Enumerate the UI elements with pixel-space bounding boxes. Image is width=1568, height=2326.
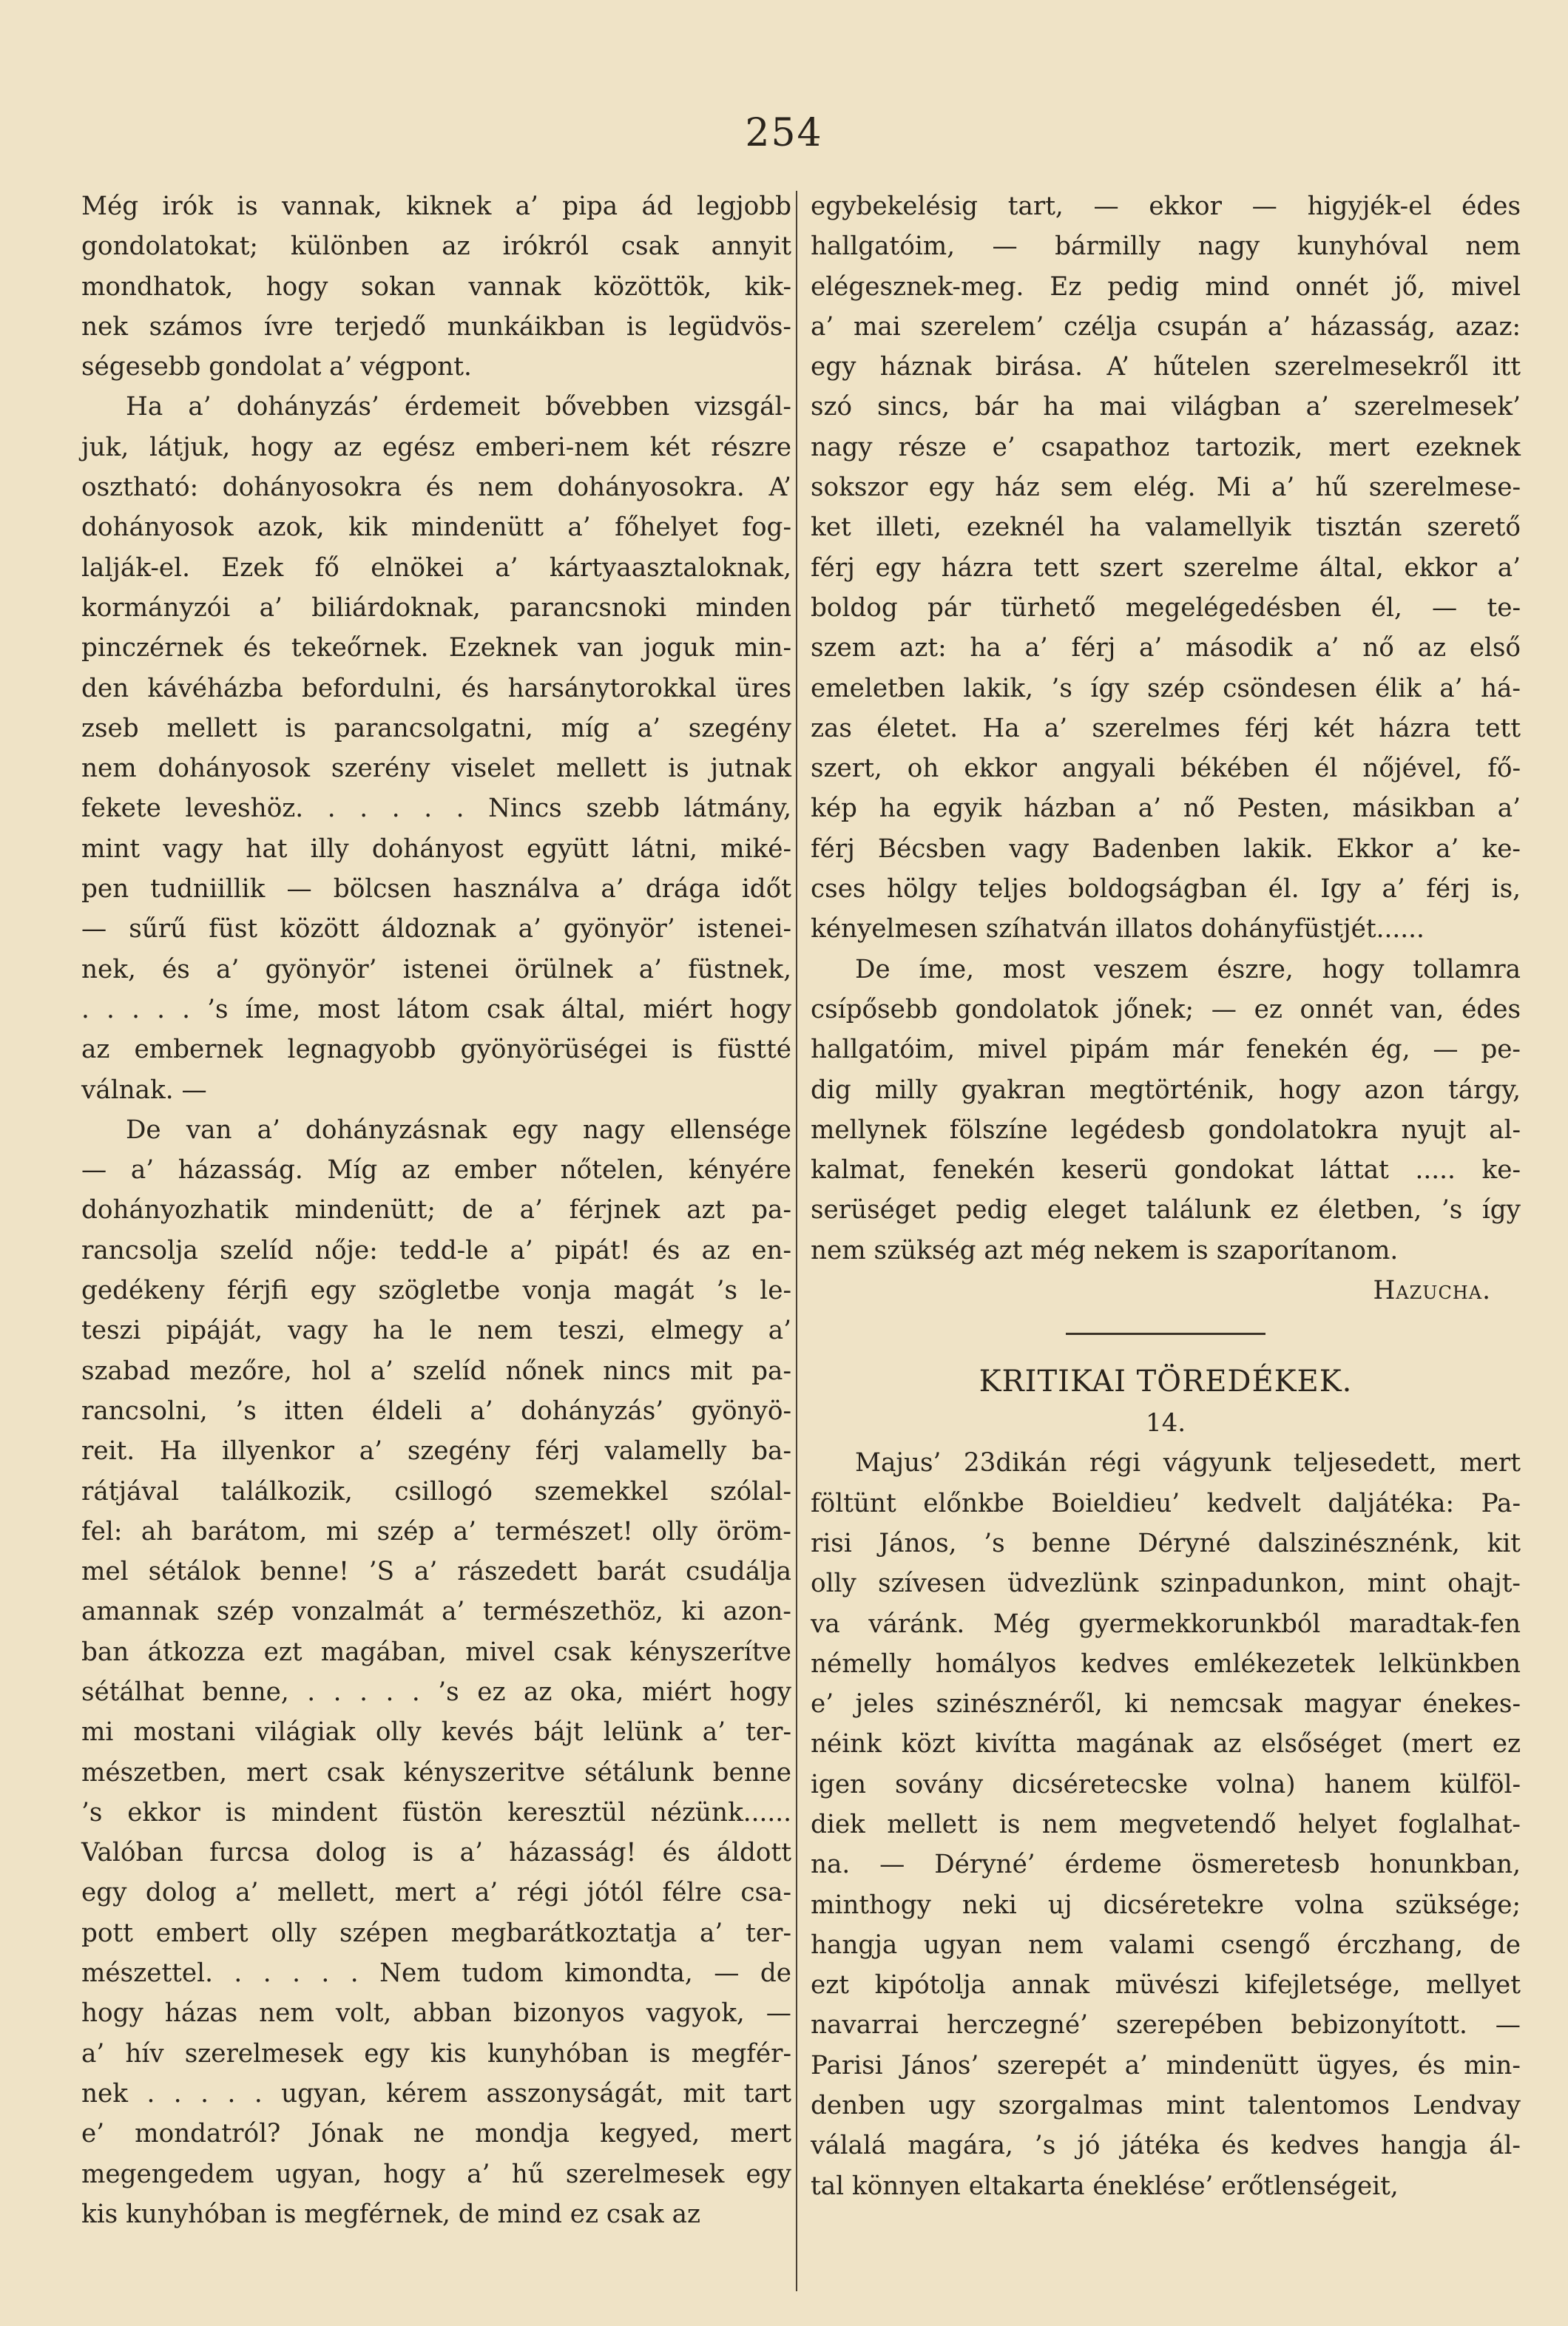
text-line: cses hölgy teljes boldogságban él. Igy a’ férj is, [811,874,1521,905]
text-line: navarrai herczegné’ szerepében bebizonyított. — [811,2010,1521,2041]
text-line: mint vagy hat illy dohányost együtt látni, miké- [81,834,791,864]
text-line: zas életet. Ha a’ szerelmes férj két házra tett [811,713,1521,743]
text-line: dig milly gyakran megtörténik, hogy azon tárgy, [811,1075,1521,1105]
text-line: szem azt: ha a’ férj a’ második a’ nő az első [811,633,1521,663]
text-line: tal könnyen eltakarta éneklése’ erőtlenségeit, [811,2171,1399,2201]
text-line: reit. Ha illyenkor a’ szegény férj valamelly ba- [81,1436,791,1467]
page-number: 254 [745,111,823,155]
text-line: emeletben lakik, ’s így szép csöndesen élik a’ há- [811,673,1521,703]
text-line: e’ jeles szinésznéről, ki nemcsak magyar énekes- [811,1689,1521,1720]
right-column [811,186,1521,2206]
text-line: szabad mezőre, hol a’ szelíd nőnek nincs mit pa- [81,1356,791,1386]
text-line: sétálhat benne, . . . . . ’s ez az oka, miért hogy [81,1677,791,1707]
text-line: férj Bécsben vagy Badenben lakik. Ekkor a’ ke- [811,834,1521,864]
text-line: ségesebb gondolat a’ végpont. [81,352,472,382]
text-line: risi János, ’s benne Déryné dalszinésznénk, kit [811,1528,1521,1558]
text-line: mondhatok, hogy sokan vannak közöttök, kik- [81,271,791,302]
text-line: mészetben, mert csak kényszeritve sétálunk benne [81,1757,791,1788]
text-line: egybekelésig tart, — ekkor — higyjék-el édes [811,192,1521,221]
text-line: pott embert olly szépen megbarátkoztatja a’ ter- [81,1918,791,1948]
text-line: föltünt előnkbe Boieldieu’ kedvelt daljátéka: Pa- [811,1488,1521,1518]
text-line: igen sovány dicséretecske volna) hanem külföl- [811,1769,1521,1799]
text-line: pen tudniillik — bölcsen használva a’ drága időt [81,874,791,905]
text-line: Ha a’ dohányzás’ érdemeit bővebben vizsgál- [126,392,791,422]
text-line: serüséget pedig eleget találunk ez életben, ’s így [811,1195,1521,1225]
text-line: amannak szép vonzalmát a’ természethöz, ki azon- [81,1597,791,1627]
text-line: néink közt kivítta magának az elsőséget (mert ez [811,1729,1521,1759]
text-line: nek számos ívre terjedő munkáikban is legüdvös- [81,311,791,342]
text-line: De van a’ dohányzásnak egy nagy ellensége [126,1115,791,1145]
text-line: mészettel. . . . . . Nem tudom kimondta, — de [81,1958,791,1989]
text-line: e’ mondatról? Jónak ne mondja kegyed, mert [81,2119,791,2149]
text-line: va váránk. Még gyermekkorunkból maradtak-fen [811,1609,1521,1639]
text-line: mellynek fölszíne legédesb gondolatokra nyujt al- [811,1115,1521,1145]
left-column [81,186,791,2234]
text-line: boldog pár türhető megelégedésben él, — te- [811,592,1521,623]
text-line: szert, oh ekkor angyali békében él nőjével, fő- [811,754,1521,784]
text-line: szó sincs, bár ha mai világban a’ szerelmesek’ [811,392,1521,422]
text-line: na. — Déryné’ érdeme ösmeretesb honunkban, [811,1850,1521,1880]
text-line: nagy része e’ csapathoz tartozik, mert ezeknek [811,432,1521,462]
text-line: Majus’ 23dikán régi vágyunk teljesedett, mert [855,1448,1521,1478]
text-line: válnak. — [81,1075,207,1105]
text-line: minthogy neki uj dicséretekre volna szüksége; [811,1890,1521,1920]
right-column-text-a [811,186,1521,1271]
text-line: mi mostani világiak olly kevés bájt lelünk a’ ter- [81,1717,791,1748]
text-line: diek mellett is nem megvetendő helyet foglalhat- [811,1809,1521,1839]
text-line: osztható: dohányosokra és nem dohányosokra. A’ [81,473,791,503]
text-line: kalmat, fenekén keserü gondokat láttat ..... ke- [811,1155,1521,1186]
section-rule [1066,1333,1265,1335]
section-number: 14. [1145,1408,1186,1438]
text-line: hangja ugyan nem valami csengő érczhang, de [811,1930,1521,1960]
column-divider [796,191,797,2291]
text-line: Még irók is vannak, kiknek a’ pipa ád legjobb [81,192,791,221]
text-line: pinczérnek és tekeőrnek. Ezeknek van joguk min- [81,633,791,663]
text-line: kép ha egyik házban a’ nő Pesten, másikban a’ [811,794,1521,824]
text-line: — a’ házasság. Míg az ember nőtelen, kényére [81,1155,791,1186]
text-line: ’s ekkor is mindent füstön keresztül nézünk...... [81,1797,791,1828]
text-line: rancsolja szelíd nője: tedd-le a’ pipát! és az en- [81,1235,791,1265]
text-line: válalá magára, ’s jó játéka és kedves hangja ál- [811,2131,1521,2161]
text-line: hallgatóim, mivel pipám már fenekén ég, — pe- [811,1035,1521,1065]
text-line: denben ugy szorgalmas mint talentomos Lendvay [811,2091,1521,2121]
text-line: nem dohányosok szerény viselet mellett is jutnak [81,754,791,784]
text-line: megengedem ugyan, hogy a’ hű szerelmesek egy [81,2159,791,2189]
text-line: fel: ah barátom, mi szép a’ természet! olly öröm- [81,1516,791,1546]
text-line: zseb mellett is parancsolgatni, míg a’ szegény [81,713,791,743]
text-line: den kávéházba befordulni, és harsánytorokkal üres [81,673,791,703]
text-line: rátjával találkozik, csillogó szemekkel szólal- [81,1476,791,1507]
right-column-text-b [811,1443,1521,2206]
signature: Hazucha. [1373,1276,1491,1306]
text-line: . . . . . ’s íme, most látom csak által, miért hogy [81,994,791,1024]
text-line: hallgatóim, — bármilly nagy kunyhóval nem [811,231,1521,262]
text-line: gondolatokat; különben az irókról csak annyit [81,231,791,262]
text-line: teszi pipáját, vagy ha le nem teszi, elmegy a’ [81,1316,791,1346]
text-line: dohányosok azok, kik mindenütt a’ főhelyet fog- [81,513,791,543]
text-line: De íme, most veszem észre, hogy tollamra [855,954,1521,984]
text-line: olly szívesen üdvezlünk szinpadunkon, mint ohajt- [811,1569,1521,1599]
text-line: ket illeti, ezeknél ha valamellyik tisztán szerető [811,513,1521,543]
text-line: egy háznak birása. A’ hűtelen szerelmesekről itt [811,352,1521,382]
text-line: hogy házas nem volt, abban bizonyos vagyok, — [81,1998,791,2029]
text-line: — sűrű füst között áldoznak a’ gyönyör’ istenei- [81,914,791,944]
text-line: sokszor egy ház sem elég. Mi a’ hű szerelmese- [811,473,1521,503]
text-line: fekete leveshöz. . . . . . Nincs szebb látmány, [81,794,791,824]
text-line: ban átkozza ezt magában, mivel csak kényszerítve [81,1637,791,1667]
text-line: a’ hív szerelmesek egy kis kunyhóban is megfér- [81,2038,791,2069]
text-line: férj egy házra tett szert szerelme által, ekkor a’ [811,552,1521,583]
text-line: dohányozhatik mindenütt; de a’ férjnek azt pa- [81,1195,791,1225]
text-line: juk, látjuk, hogy az egész emberi-nem két részre [81,432,791,462]
text-line: lalják-el. Ezek fő elnökei a’ kártyaasztaloknak, [81,552,791,583]
text-line: elégesznek-meg. Ez pedig mind onnét jő, mivel [811,271,1521,302]
text-line: nek, és a’ gyönyör’ istenei örülnek a’ füstnek, [81,954,791,984]
text-line: kényelmesen szíhatván illatos dohányfüstjét...... [811,914,1425,944]
text-line: nek . . . . . ugyan, kérem asszonyságát, mit tart [81,2078,791,2109]
text-line: a’ mai szerelem’ czélja csupán a’ házasság, azaz: [811,311,1521,342]
text-line: az embernek legnagyobb gyönyörüségei is füstté [81,1035,791,1065]
text-line: gedékeny férjfi egy szögletbe vonja magát ’s le- [81,1276,791,1306]
text-line: Valóban furcsa dolog is a’ házasság! és áldott [81,1838,791,1868]
text-line: Parisi János’ szerepét a’ mindenütt ügyes, és min- [811,2050,1521,2080]
text-line: csípősebb gondolatok jőnek; — ez onnét van, édes [811,994,1521,1024]
text-line: némelly homályos kedves emlékezetek lelkünkben [811,1649,1521,1679]
text-line: nem szükség azt még nekem is szaporítanom. [811,1235,1399,1265]
text-line: egy dolog a’ mellett, mert a’ régi jótól félre csa- [81,1878,791,1908]
text-line: kormányzói a’ biliárdoknak, parancsnoki minden [81,592,791,623]
section-title: KRITIKAI TÖREDÉKEK. [979,1365,1353,1399]
text-line: mel sétálok benne! ’S a’ rászedett barát csudálja [81,1557,791,1587]
text-line: rancsolni, ’s itten éldeli a’ dohányzás’ gyönyö- [81,1396,791,1426]
text-line: kis kunyhóban is megférnek, de mind ez csak az [81,2199,700,2229]
text-line: ezt kipótolja annak müvészi kifejletsége, mellyet [811,1970,1521,2001]
